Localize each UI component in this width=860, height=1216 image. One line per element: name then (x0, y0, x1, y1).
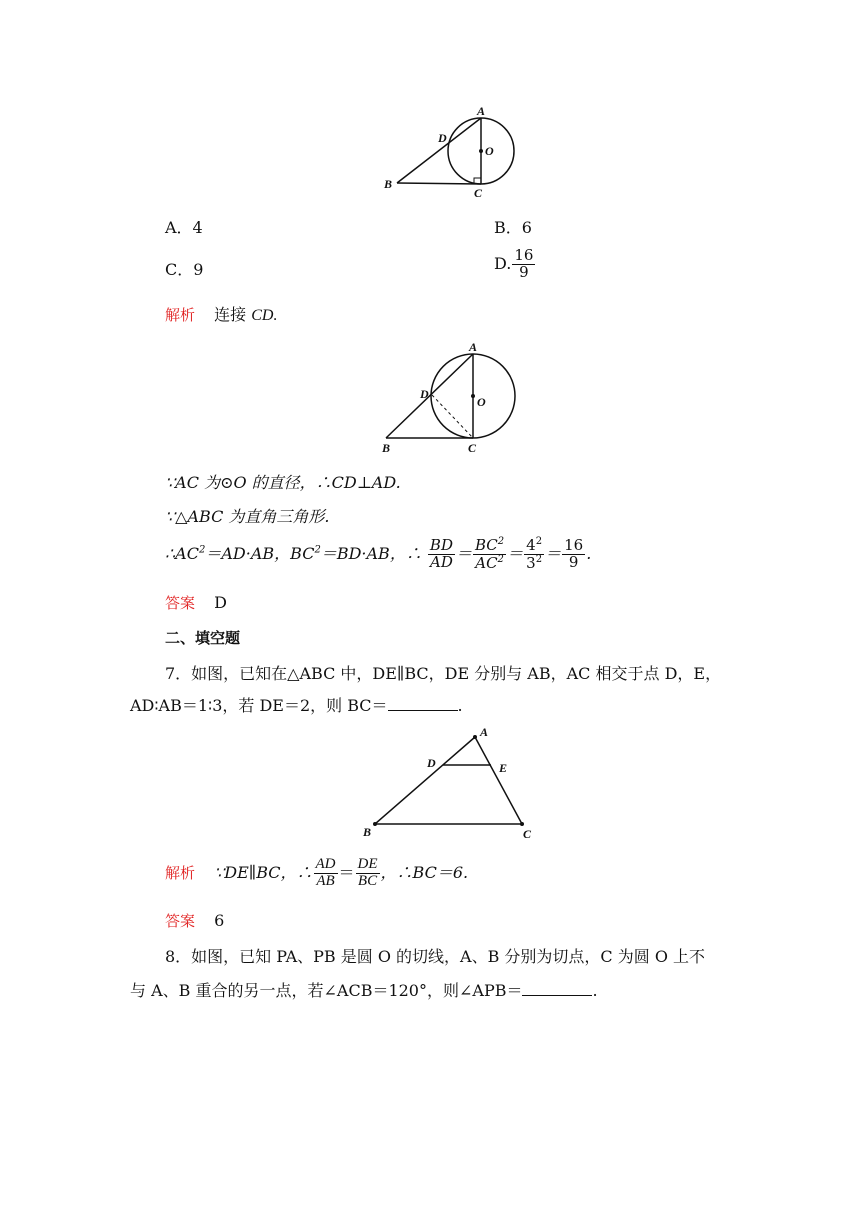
line-ab (397, 118, 481, 183)
line-ab (386, 354, 473, 438)
frac-den: 9 (568, 552, 579, 571)
answer-blank (388, 698, 458, 711)
frac-sq: 2 (535, 553, 543, 565)
option-d-prefix: D. (494, 253, 512, 273)
frac-4-3 (524, 537, 544, 572)
figure-triangle (355, 722, 545, 847)
q6-answer (165, 592, 227, 613)
q8-line-2-end: . (592, 981, 598, 1000)
frac-sq: 2 (535, 536, 543, 547)
line-ac (475, 737, 522, 824)
label-o: O (485, 144, 494, 158)
q7-line-1: 7．如图，已知在△ABC 中，DE∥BC，DE 分别与 AB，AC 相交于点 D，E， (165, 664, 722, 683)
frac-text: 4 (526, 536, 536, 554)
option-d-fraction (512, 248, 535, 281)
answer-label: 答案 (165, 594, 196, 612)
point-b (373, 822, 377, 826)
analysis-part-2: ，∴BC＝6. (380, 862, 469, 882)
q7-answer (165, 910, 224, 931)
analysis-part-1: ∵DE∥BC，∴ (214, 862, 313, 882)
label-d: D (438, 131, 447, 145)
frac-num (473, 537, 506, 555)
label-c: C (523, 827, 532, 841)
q8-line-2-text: 与 A、B 重合的另一点，若∠ACB＝120°，则∠APB＝ (130, 981, 523, 1000)
l3-a: ∴AC (165, 543, 199, 563)
label-b: B (363, 825, 372, 839)
analysis-cd: CD. (251, 307, 278, 324)
label-c: C (468, 441, 477, 455)
option-c: C．9 (165, 260, 204, 279)
frac-den (524, 555, 544, 572)
frac-num: AD (315, 856, 336, 872)
option-a: A．4 (165, 218, 203, 237)
proof-line-1: ∵AC 为⊙O 的直径，∴CD⊥AD. (165, 473, 401, 492)
frac-num: DE (357, 856, 378, 872)
frac-de-bc (356, 857, 380, 890)
q7-line-2-end: . (457, 696, 463, 715)
frac-text: AC (475, 553, 498, 572)
frac-text: 3 (526, 553, 536, 572)
option-d (494, 248, 536, 281)
center-point (479, 149, 483, 153)
q8-line-1: 8．如图，已知 PA、PB 是圆 O 的切线，A、B 分别为切点，C 为圆 O 上不 (165, 947, 706, 966)
proof-line-2: ∵△ABC 为直角三角形. (165, 507, 330, 526)
label-d: D (427, 756, 436, 770)
frac-num: 16 (564, 536, 584, 554)
analysis-text: 连接 (214, 305, 247, 324)
answer-value: D (214, 593, 227, 612)
q7-line-2-text: AD∶AB＝1∶3，若 DE＝2，则 BC＝ (130, 696, 388, 715)
frac-bc-ac (473, 537, 506, 572)
point-c (520, 822, 524, 826)
l3-sq1: 2 (198, 544, 206, 556)
dashed-cd (432, 395, 473, 438)
option-b: B．6 (494, 218, 532, 237)
frac-num (524, 537, 544, 555)
q6-analysis (165, 302, 277, 325)
frac-den: AD (430, 552, 453, 571)
q7-analysis: 解析 ∵DE∥BC，∴ $\frac{AD}{AB}$ ＝ $\frac{DE}{BC}$ ，∴BC＝6. (165, 856, 469, 889)
label-a: A (477, 104, 486, 118)
center-point (471, 394, 475, 398)
answer-label: 答案 (165, 912, 196, 930)
frac-den: AB (316, 872, 335, 889)
label-e: E (499, 761, 508, 775)
l3-c: ＝BD·AB，∴ (320, 543, 422, 563)
point-a (473, 735, 477, 739)
l3-sq2: 2 (314, 544, 321, 556)
frac-16-9 (562, 538, 585, 571)
proof-line-3: $\therefore AC^2=AD\cdot AB$，$BC^2=BD\cdot AB$，∴ $\frac{BD}{AD}$ ＝ $\frac{BC^2}{AC^2}$ ＝ $\frac{4^2}{3^2}$ ＝ $\frac{16}{9}$ . (165, 536, 592, 572)
q8-line-2 (130, 978, 598, 1001)
label-c: C (474, 186, 483, 200)
figure-circle-dashed (370, 340, 530, 460)
answer-blank (522, 983, 592, 996)
option-d-den: 9 (519, 262, 529, 281)
frac-den (473, 555, 506, 572)
frac-sq: 2 (497, 553, 504, 565)
option-d-num: 16 (514, 246, 534, 264)
frac-sq: 2 (497, 536, 505, 547)
frac-den: BC (357, 872, 378, 889)
frac-ad-ab (314, 857, 338, 890)
label-d: D (420, 387, 429, 401)
q7-line-2 (130, 693, 463, 716)
line-bc (397, 183, 481, 184)
label-b: B (382, 441, 391, 455)
figure-circle-tangent (370, 100, 530, 200)
analysis-label: 解析 (165, 306, 196, 324)
frac-bd-ad (428, 538, 455, 571)
label-a: A (480, 725, 489, 739)
l3-b: ＝AD·AB，BC (205, 543, 315, 563)
answer-value: 6 (214, 911, 225, 930)
label-o: O (477, 395, 486, 409)
frac-text: BC (475, 536, 498, 554)
label-b: B (384, 177, 393, 191)
label-a: A (469, 340, 478, 354)
frac-num: BD (429, 536, 453, 554)
analysis-label: 解析 (165, 863, 196, 882)
section-heading: 二、填空题 (165, 629, 241, 647)
line-ab (375, 737, 475, 824)
